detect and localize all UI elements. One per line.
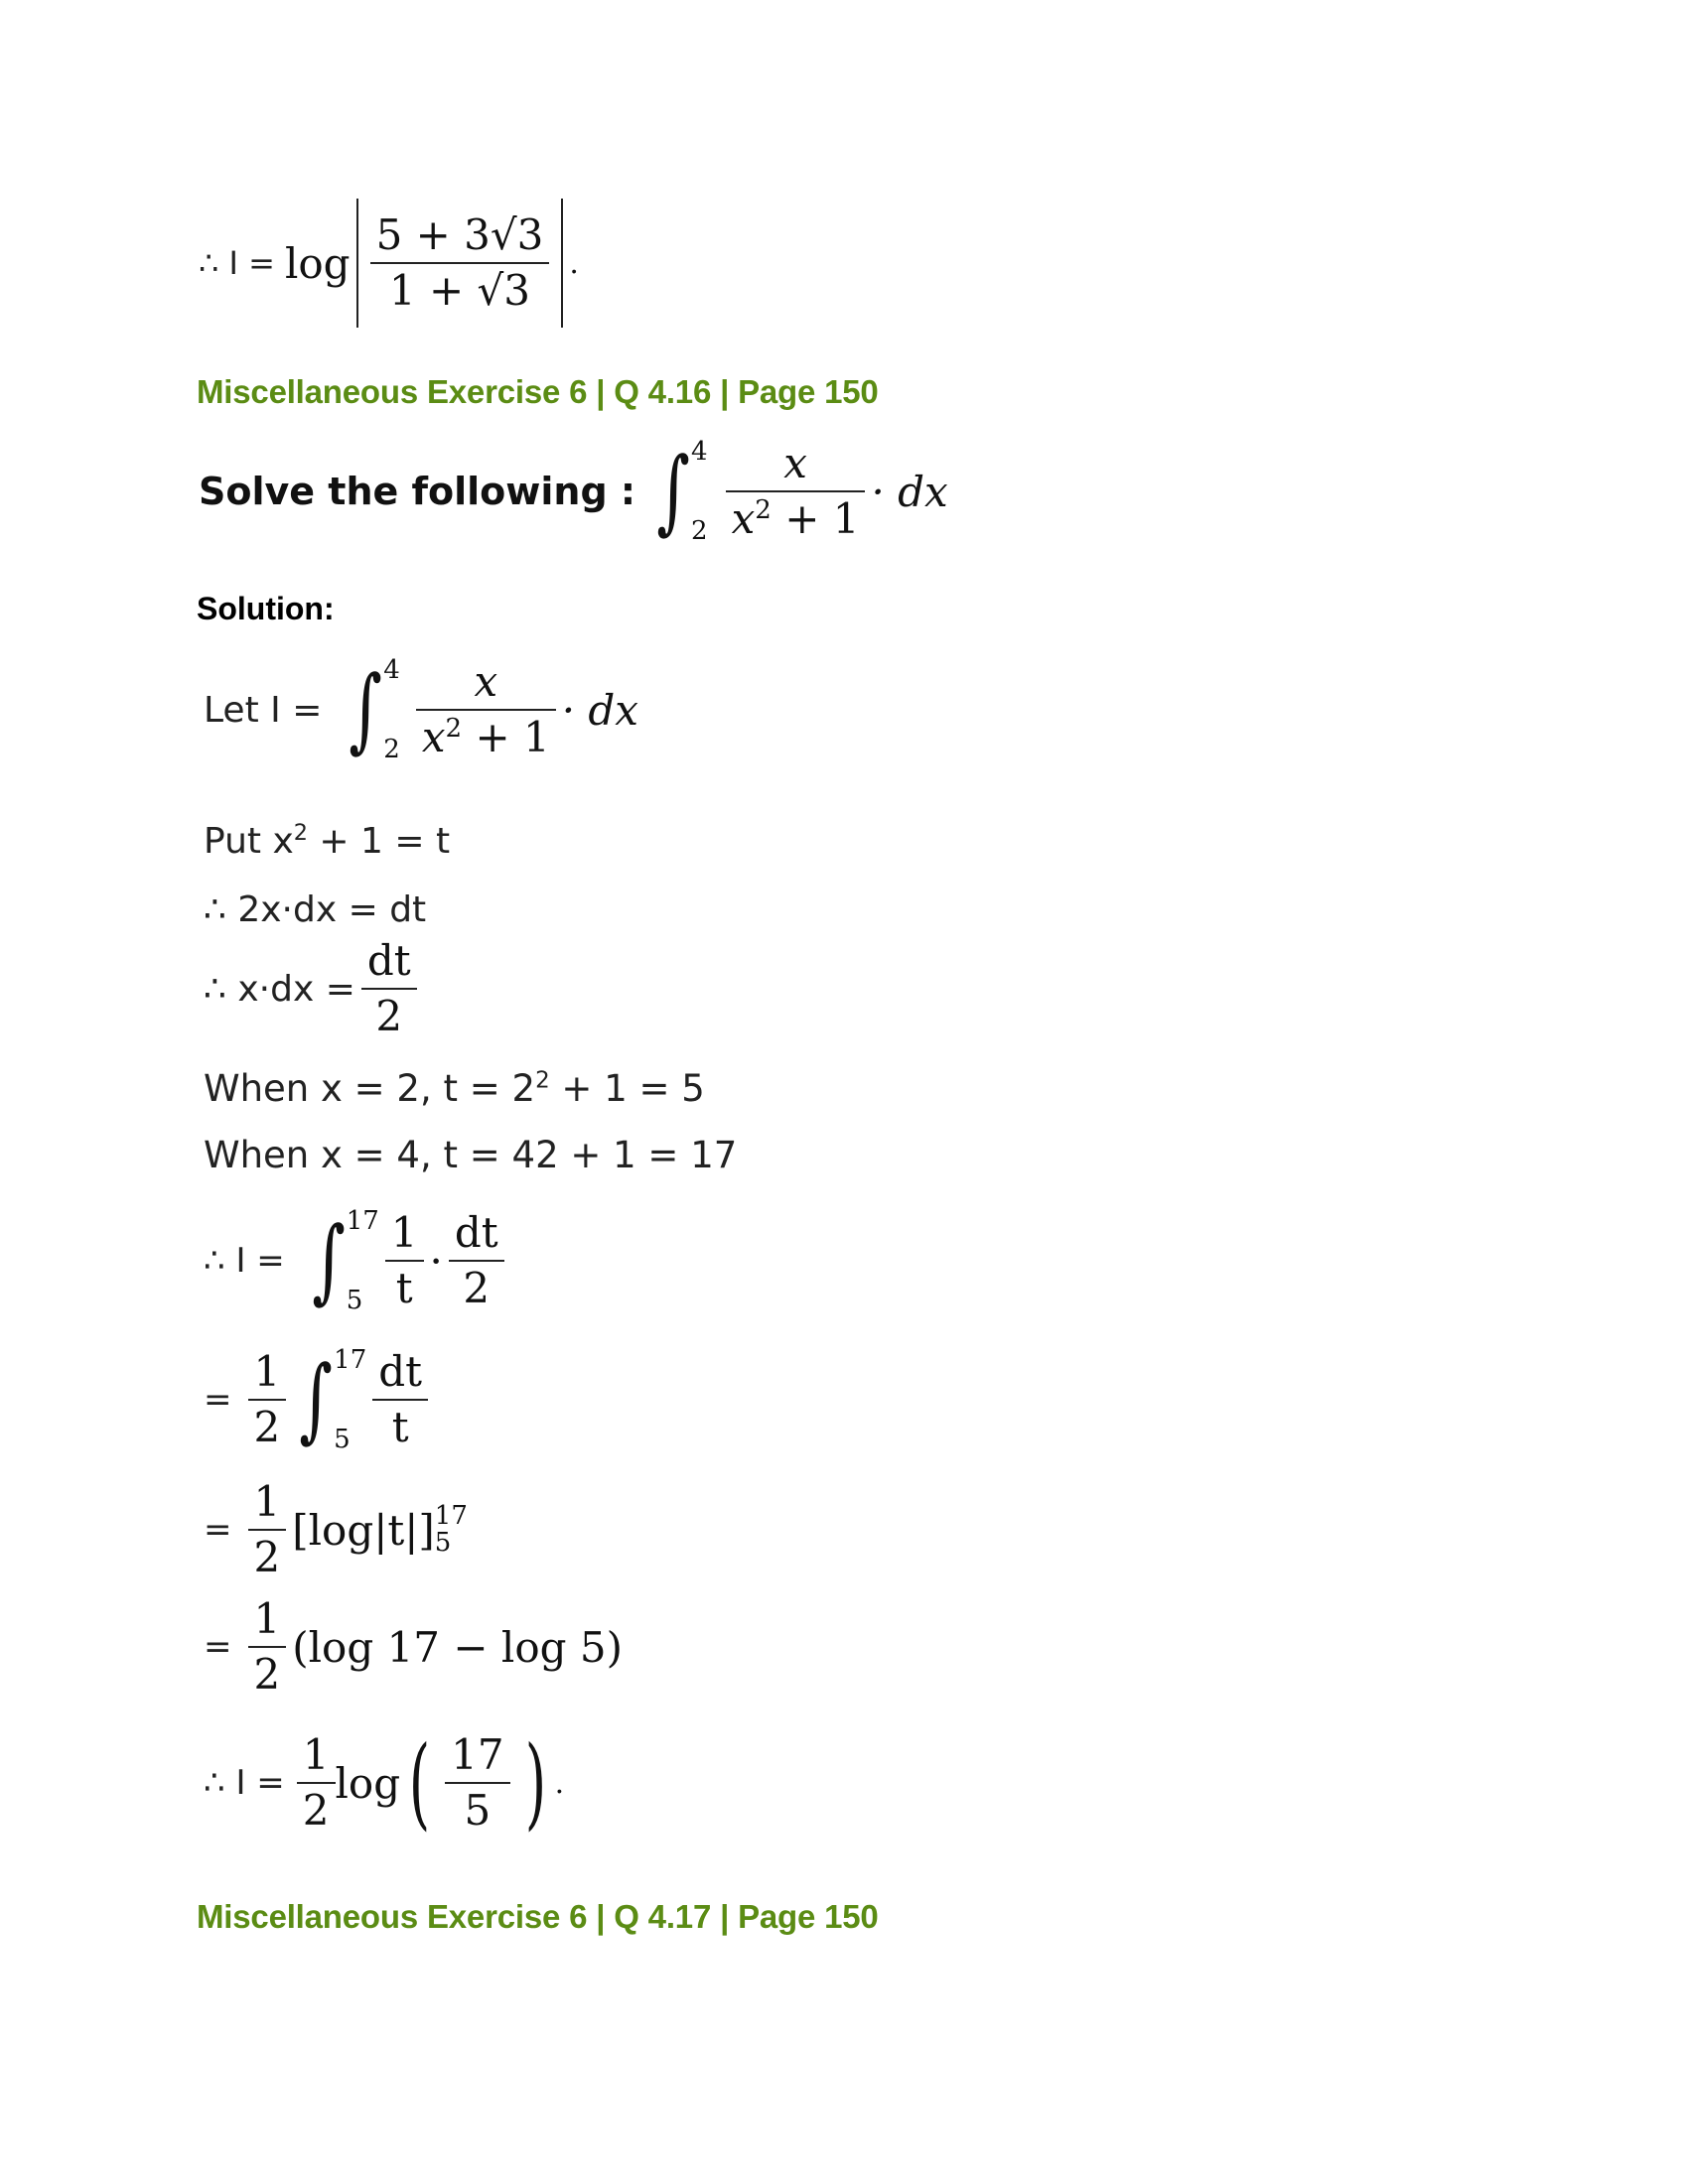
upper-limit: 17 — [434, 1500, 468, 1531]
den: t — [391, 1403, 409, 1451]
fraction-bar — [372, 1399, 428, 1401]
question-heading-4-16[interactable]: Miscellaneous Exercise 6 | Q 4.16 | Page 150 — [197, 373, 879, 410]
den: t — [395, 1264, 413, 1312]
den: 5 — [464, 1786, 492, 1836]
dot: · — [429, 1236, 443, 1286]
coef-fraction — [297, 1732, 336, 1834]
step-4 — [204, 1596, 623, 1698]
integral-limits — [383, 655, 400, 764]
lower-limit: 2 — [691, 516, 708, 546]
step2-prefix: = — [204, 1380, 232, 1420]
fraction-bar — [248, 1529, 287, 1531]
put-text-a: Put x — [204, 821, 294, 862]
upper-limit: 17 — [346, 1206, 379, 1236]
integral-sign-icon: ∫ — [311, 1207, 346, 1313]
differential: · dx — [871, 467, 948, 516]
integrand-fraction — [372, 1346, 428, 1451]
fraction-bar — [449, 1260, 504, 1262]
prev-fraction — [370, 209, 550, 315]
derivative-line: ∴ 2x·dx = dt — [204, 889, 427, 930]
upper-limit: 17 — [334, 1345, 367, 1375]
prompt-text: Solve the following : — [199, 470, 636, 513]
integral-limits — [347, 1206, 379, 1315]
integral — [649, 437, 707, 546]
fraction-bar — [361, 988, 417, 990]
abs-bar-left — [356, 199, 358, 328]
den-rest: + 1 — [784, 494, 860, 543]
previous-answer-equation — [199, 199, 579, 328]
step-3 — [204, 1479, 468, 1580]
let-prefix: Let I = — [204, 689, 323, 731]
fraction-bar — [297, 1782, 336, 1784]
num: 1 — [390, 1207, 418, 1257]
integral-limits — [334, 1345, 366, 1454]
integrand-numerator: x — [474, 656, 498, 706]
final-answer — [204, 1724, 565, 1842]
den-base: x — [731, 494, 756, 543]
question-heading-4-17[interactable]: Miscellaneous Exercise 6 | Q 4.17 | Page 150 — [197, 1898, 879, 1935]
log-difference: (log 17 − log 5) — [292, 1622, 623, 1672]
fraction-bar — [416, 709, 556, 711]
num: 1 — [253, 1346, 281, 1396]
question-prompt — [199, 437, 948, 546]
prev-denominator: 1 + √3 — [388, 266, 531, 315]
final-suffix: . — [554, 1765, 565, 1801]
solution-label: Solution: — [197, 591, 335, 626]
num: 1 — [253, 1594, 281, 1643]
evaluated-bracket: [log|t|] — [292, 1505, 435, 1555]
fraction-bar — [385, 1260, 424, 1262]
integral-limits — [691, 437, 708, 546]
put-line — [204, 820, 450, 862]
abs-bar-right — [561, 199, 563, 328]
step1-prefix: ∴ I = — [204, 1241, 285, 1281]
lower-limit: 2 — [383, 735, 400, 764]
limit1-exp: 2 — [535, 1067, 550, 1094]
fraction-bar — [370, 262, 550, 264]
lower-limit: 5 — [434, 1528, 452, 1559]
integrand-fraction — [726, 438, 866, 543]
den-rest: + 1 — [475, 713, 550, 761]
integral-sign-icon: ∫ — [299, 1346, 333, 1452]
den-exp: 2 — [445, 714, 463, 744]
lower-limit: 5 — [334, 1425, 351, 1454]
left-paren: ( — [408, 1724, 431, 1842]
lower-limit: 5 — [346, 1286, 363, 1315]
prev-suffix: . — [569, 245, 579, 281]
integral — [342, 655, 399, 764]
final-log: log — [335, 1758, 401, 1808]
fraction-bar — [445, 1782, 509, 1784]
bracket-limits — [434, 1500, 468, 1559]
integral-sign-icon: ∫ — [656, 438, 690, 544]
den: 2 — [253, 1403, 281, 1451]
upper-limit: 4 — [383, 655, 400, 685]
num: 1 — [253, 1477, 281, 1526]
limit1-text-a: When x = 2, t = 2 — [204, 1067, 536, 1110]
num: 1 — [302, 1730, 330, 1779]
num: dt — [454, 1207, 498, 1257]
limit1-text-b: + 1 = 5 — [549, 1067, 705, 1110]
integrand-fraction — [416, 656, 556, 761]
put-text-b: + 1 = t — [307, 821, 451, 862]
xdx-line — [204, 938, 423, 1039]
coef-fraction — [248, 1596, 287, 1698]
integrand-denominator — [726, 496, 866, 542]
step4-prefix: = — [204, 1627, 232, 1668]
num: dt — [378, 1346, 423, 1396]
den: 2 — [463, 1264, 491, 1312]
integral-sign-icon: ∫ — [349, 656, 383, 762]
step1-frac-2 — [449, 1207, 504, 1312]
xdx-numerator: dt — [366, 936, 411, 985]
integral — [305, 1206, 379, 1315]
final-prefix: ∴ I = — [204, 1763, 285, 1804]
fraction-bar — [248, 1399, 287, 1401]
coef-fraction — [248, 1346, 287, 1451]
put-exp: 2 — [293, 820, 308, 846]
integrand-denominator — [416, 715, 556, 760]
differential: · dx — [561, 685, 638, 735]
step-1 — [204, 1206, 510, 1315]
prev-numerator: 5 + 3√3 — [375, 209, 544, 259]
coef-fraction — [248, 1479, 287, 1580]
upper-limit: 4 — [691, 437, 708, 467]
right-paren: ) — [524, 1724, 546, 1842]
den: 2 — [253, 1533, 281, 1582]
step1-frac-1 — [385, 1207, 424, 1312]
final-fraction — [445, 1732, 509, 1834]
den: 2 — [253, 1650, 281, 1700]
limit-line-1 — [204, 1067, 705, 1110]
den-base: x — [421, 713, 446, 761]
xdx-fraction — [361, 938, 417, 1039]
limit-line-2: When x = 4, t = 42 + 1 = 17 — [204, 1134, 738, 1176]
step-2 — [204, 1345, 434, 1454]
num: 17 — [451, 1730, 504, 1779]
step3-prefix: = — [204, 1510, 232, 1551]
let-line — [204, 655, 638, 764]
prev-prefix: ∴ I = — [199, 244, 275, 282]
den: 2 — [302, 1786, 330, 1836]
xdx-prefix: ∴ x·dx = — [204, 968, 355, 1010]
integrand-numerator: x — [783, 438, 807, 487]
fraction-bar — [726, 490, 866, 492]
integral — [292, 1345, 366, 1454]
prev-log: log — [284, 238, 351, 288]
xdx-denominator: 2 — [375, 992, 403, 1041]
den-exp: 2 — [755, 495, 772, 525]
fraction-bar — [248, 1646, 287, 1648]
